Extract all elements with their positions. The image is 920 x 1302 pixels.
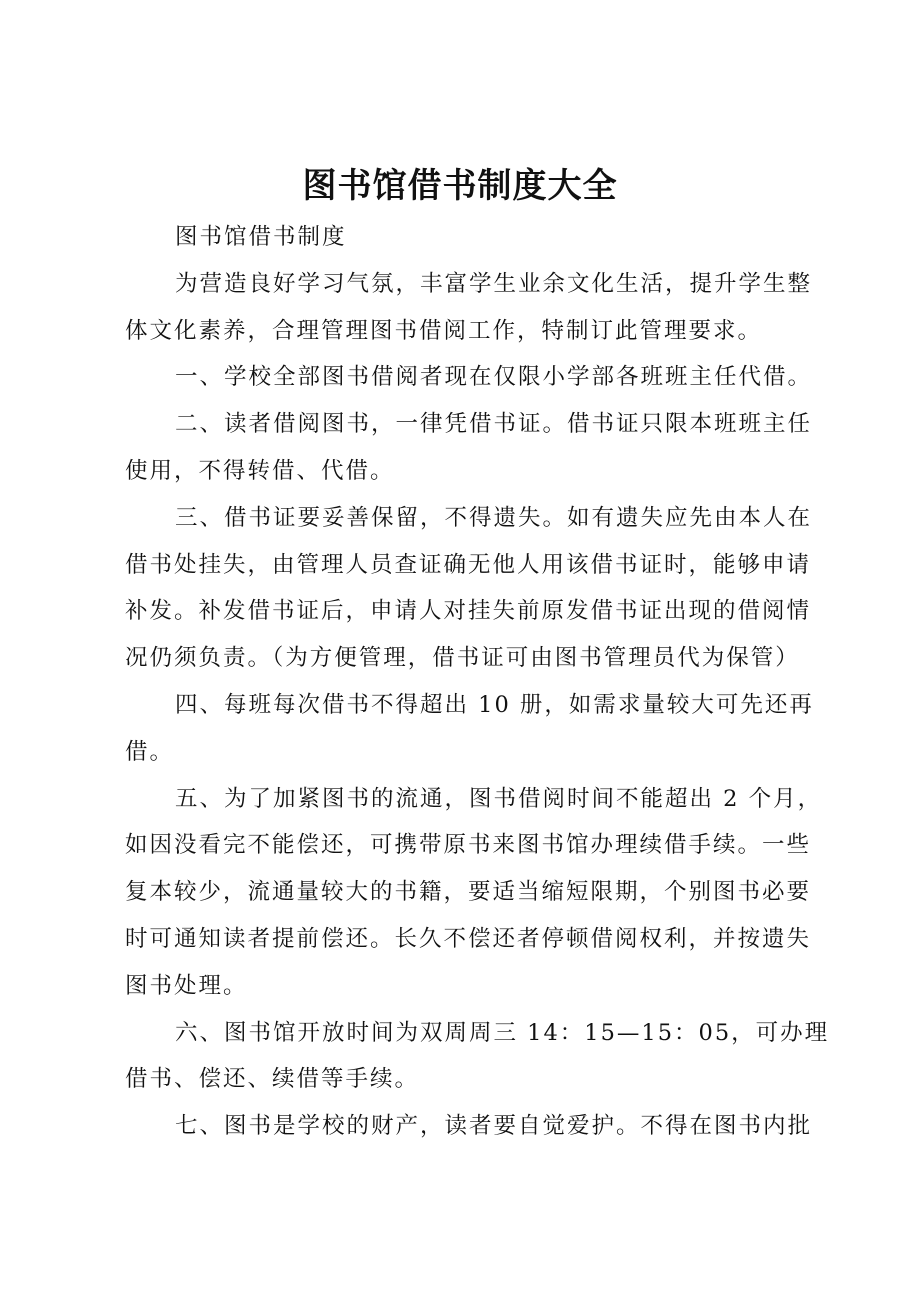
paragraph-line: 图书处理。 <box>125 972 248 999</box>
paragraph-line: 借。 <box>125 738 175 765</box>
paragraph-line: 借书处挂失，由管理人员查证确无他人用该借书证时，能够申请 <box>125 551 812 578</box>
paragraph-line: 体文化素养，合理管理图书借阅工作，特制订此管理要求。 <box>125 317 763 344</box>
document-body <box>125 214 830 1150</box>
paragraph-line: 如因没看完不能偿还，可携带原书来图书馆办理续借手续。一些 <box>125 832 812 859</box>
paragraph-line: 一、学校全部图书借阅者现在仅限小学部各班班主任代借。 <box>175 364 813 391</box>
paragraph-line: 四、每班每次借书不得超出 10 册，如需求量较大可先还再 <box>175 691 814 718</box>
paragraph-line: 使用，不得转借、代借。 <box>125 457 395 484</box>
subtitle-line: 图书馆借书制度 <box>175 224 347 250</box>
paragraph-line: 复本较少，流通量较大的书籍，要适当缩短限期，个别图书必要 <box>125 879 812 906</box>
paragraph-line: 七、图书是学校的财产，读者要自觉爱护。不得在图书内批 <box>175 1113 813 1140</box>
paragraph-line: 六、图书馆开放时间为双周周三 14：15—15：05，可办理 <box>175 1019 830 1046</box>
paragraph-line: 为营造良好学习气氛，丰富学生业余文化生活，提升学生整 <box>175 270 813 297</box>
document-title: 图书馆借书制度大全 <box>302 166 618 206</box>
paragraph-line: 补发。补发借书证后，申请人对挂失前原发借书证出现的借阅情 <box>125 598 812 625</box>
paragraph-line: 二、读者借阅图书，一律凭借书证。借书证只限本班班主任 <box>175 411 813 438</box>
paragraph-line: 五、为了加紧图书的流通，图书借阅时间不能超出 2 个月， <box>175 785 823 812</box>
paragraph-line: 况仍须负责。（为方便管理，借书证可由图书管理员代为保管） <box>125 645 800 672</box>
paragraph-line: 时可通知读者提前偿还。长久不偿还者停顿借阅权利，并按遗失 <box>125 925 812 952</box>
paragraph-line: 三、借书证要妥善保留，不得遗失。如有遗失应先由本人在 <box>175 504 813 531</box>
paragraph-line: 借书、偿还、续借等手续。 <box>125 1066 420 1093</box>
